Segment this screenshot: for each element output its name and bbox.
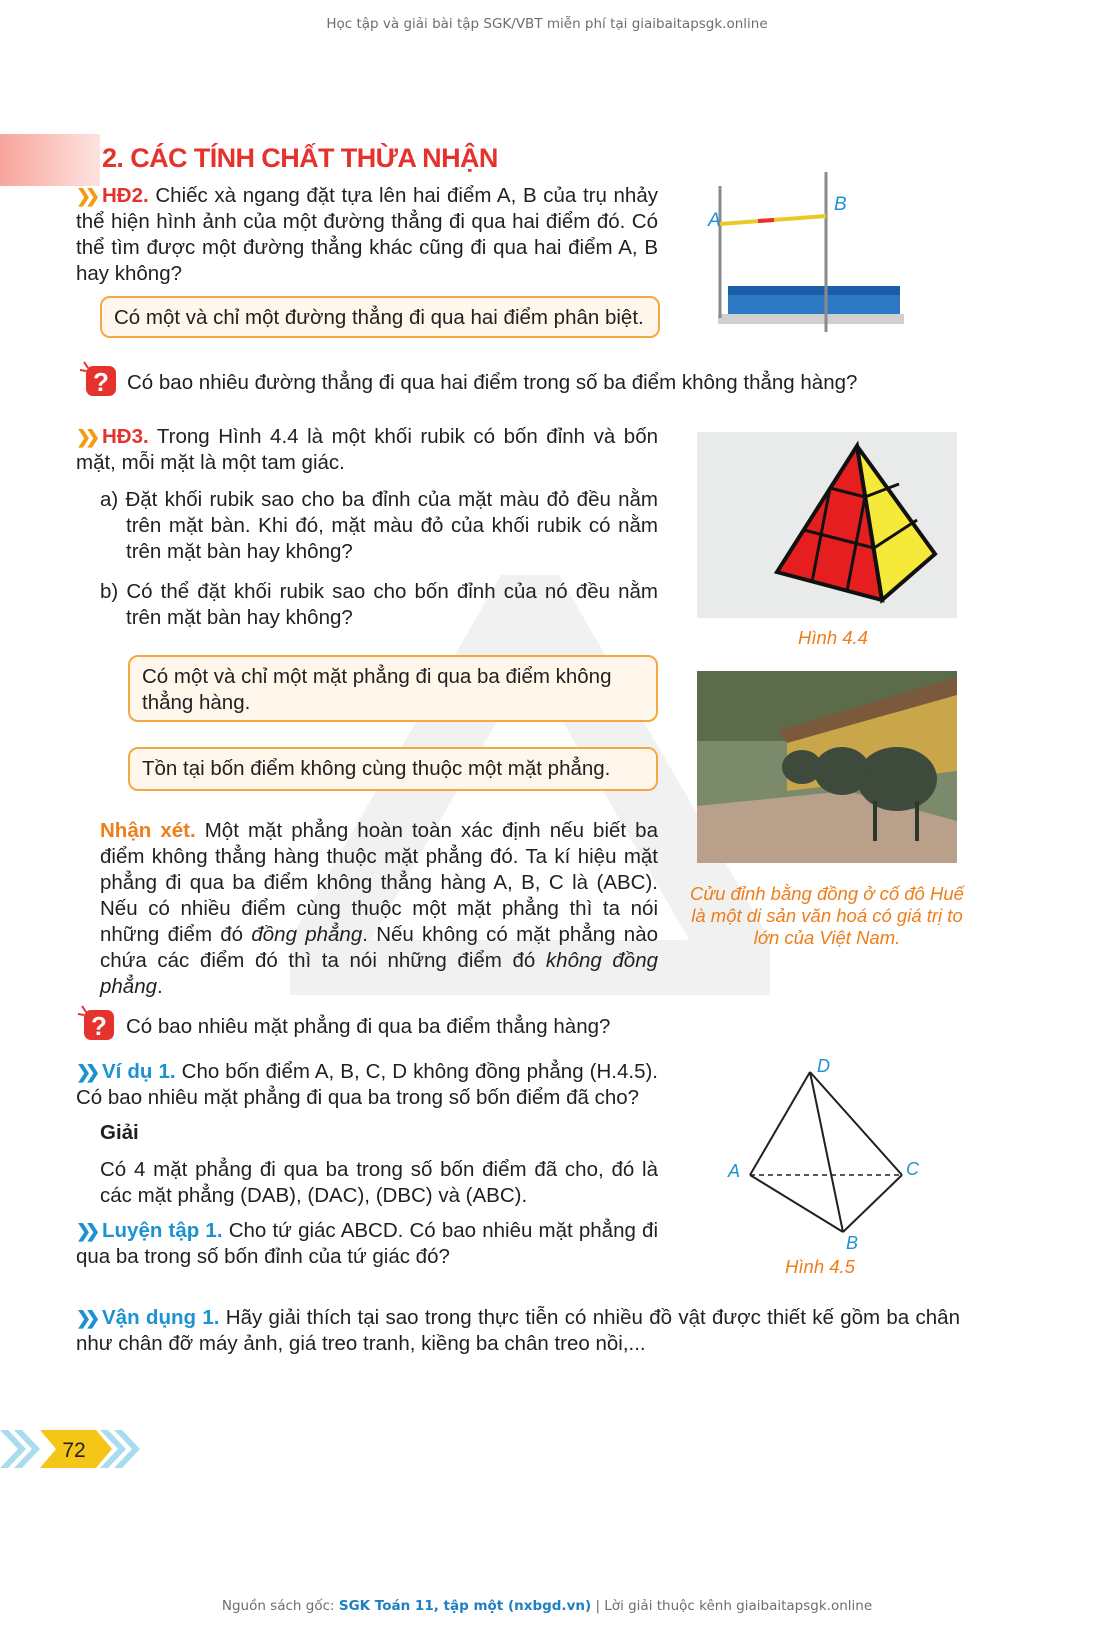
hd2-text: Chiếc xà ngang đặt tựa lên hai điểm A, B của trụ nhảy thể hiện hình ảnh của một đường thẳng đi qua hai điểm đó. Có thể tìm được một đường thẳng khác cũng đi qua hai điểm A, B hay không? (76, 184, 658, 285)
figure-4-5-caption: Hình 4.5 (785, 1256, 855, 1277)
example-1-label: Ví dụ 1. (102, 1060, 176, 1083)
point-b-label: B (834, 194, 847, 215)
footer-suffix: | Lời giải thuộc kênh giaibaitapsgk.online (591, 1598, 873, 1614)
remark-paragraph (100, 818, 658, 1000)
question-2: Có bao nhiêu mặt phẳng đi qua ba điểm thẳng hàng? (126, 1015, 611, 1038)
section-title: 2. CÁC TÍNH CHẤT THỪA NHẬN (102, 143, 498, 173)
example-1-text: Cho bốn điểm A, B, C, D không đồng phẳng (H.4.5). Có bao nhiêu mặt phẳng đi qua ba trong số bốn điểm đã cho? (76, 1060, 658, 1109)
footer-note (0, 1598, 1094, 1614)
practice-1-label: Luyện tập 1. (102, 1219, 223, 1242)
svg-text:?: ? (91, 1011, 107, 1041)
hd3-result-box-2 (128, 747, 658, 791)
hd3-item-b: b) Có thể đặt khối rubik sao cho bốn đỉnh của nó đều nằm trên mặt bàn hay không? (100, 580, 658, 629)
hd3-item-a: a) Đặt khối rubik sao cho ba đỉnh của mặt màu đỏ đều nằm trên mặt bàn. Khi đó, mặt màu đỏ của khối rubik có nằm trên mặt bàn hay không? (100, 488, 658, 563)
page-number-badge (0, 1430, 140, 1468)
remark-text-3: . (157, 975, 163, 998)
question-icon (80, 360, 120, 400)
hd3-label: HĐ3. (102, 425, 149, 448)
question-1: Có bao nhiêu đường thẳng đi qua hai điểm trong số ba điểm không thẳng hàng? (127, 371, 858, 394)
photo-caption: Cửu đỉnh bằng đồng ở cố đô Huế là một di sản văn hoá có giá trị to lớn của Việt Nam. (690, 883, 964, 948)
page-number: 72 (62, 1439, 86, 1462)
chevron-icon: ❯❯ (76, 186, 95, 206)
practice-1-text: Cho tứ giác ABCD. Có bao nhiêu mặt phẳng đi qua ba trong số bốn đỉnh của tứ giác đó? (76, 1219, 659, 1268)
high-jump-figure (698, 168, 916, 338)
rubik-photo (697, 432, 957, 618)
header-note: Học tập và giải bài tập SGK/VBT miễn phí tại giaibaitapsgk.online (326, 16, 768, 32)
footer-prefix: Nguồn sách gốc: (221, 1598, 339, 1614)
hd3-result-box-1 (128, 655, 658, 722)
hd3-result-text-1: Có một và chỉ một mặt phẳng đi qua ba điểm không thẳng hàng. (142, 665, 612, 714)
chevron-icon: ❯❯ (76, 1308, 95, 1328)
hd2-label: HĐ2. (102, 184, 149, 207)
remark-text-1: Một mặt phẳng hoàn toàn xác định nếu biết ba điểm không thẳng hàng thuộc mặt phẳng đó. Ta kí hiệu mặt phẳng đi qua ba điểm không thẳng hàng A, B, C là (ABC). Nếu có nhiều điểm cùng thuộc một mặt phẳng thì ta nói những điểm đó (100, 819, 658, 946)
vertex-d-label: D (817, 1056, 830, 1076)
chevron-icon: ❯❯ (76, 1062, 95, 1082)
solution-heading: Giải (100, 1121, 139, 1144)
footer-book-link[interactable]: SGK Toán 11, tập một (nxbgd.vn) (338, 1598, 592, 1614)
hue-urns-photo (697, 671, 957, 863)
vertex-b-label: B (846, 1233, 859, 1253)
solution-text: Có 4 mặt phẳng đi qua ba trong số bốn điểm đã cho, đó là các mặt phẳng (DAB), (DAC), (DBC) và (ABC). (100, 1158, 658, 1207)
section-title-band (0, 134, 100, 186)
example-1 (76, 1059, 658, 1111)
hd2-paragraph (76, 183, 658, 287)
chevron-icon: ❯❯ (76, 427, 95, 447)
hd2-result-text: Có một và chỉ một đường thẳng đi qua hai điểm phân biệt. (114, 306, 644, 329)
svg-text:?: ? (93, 367, 109, 397)
figure-4-4-caption: Hình 4.4 (798, 627, 868, 648)
application-1-text: Hãy giải thích tại sao trong thực tiễn có nhiều đồ vật được thiết kế gồm ba chân như chân đỡ máy ảnh, giá treo tranh, kiềng ba chân treo nồi,... (76, 1306, 960, 1355)
question-icon (78, 1004, 118, 1044)
application-1-label: Vận dụng 1. (102, 1306, 220, 1329)
vertex-c-label: C (906, 1159, 919, 1179)
hd2-result-box (100, 296, 660, 338)
application-1 (76, 1305, 960, 1357)
practice-1 (76, 1218, 658, 1270)
remark-term-1: đồng phẳng (251, 923, 363, 946)
point-a-label: A (708, 210, 721, 231)
remark-term-2: không đồng phẳng (100, 949, 658, 998)
vertex-a-label: A (728, 1161, 741, 1181)
remark-label: Nhận xét. (100, 819, 196, 842)
chevron-icon: ❯❯ (76, 1221, 95, 1241)
hd3-intro-text: Trong Hình 4.4 là một khối rubik có bốn đỉnh và bốn mặt, mỗi mặt là một tam giác. (76, 425, 658, 474)
tetrahedron-figure-4-5 (720, 1052, 930, 1257)
hd3-result-text-2: Tồn tại bốn điểm không cùng thuộc một mặt phẳng. (142, 757, 611, 780)
remark-text-2: . Nếu không có mặt phẳng nào chứa các điểm đó thì ta nói những điểm đó (100, 923, 658, 972)
hd3-intro (76, 424, 658, 476)
